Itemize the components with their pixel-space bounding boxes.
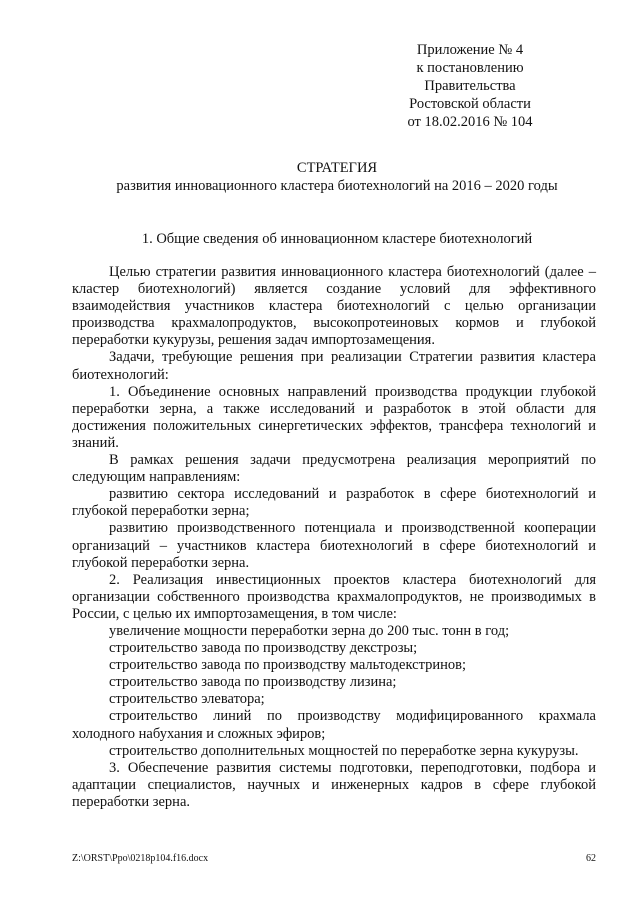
paragraph: строительство завода по производству декстрозы; bbox=[109, 640, 418, 657]
appendix-line: Приложение № 4 bbox=[416, 42, 524, 58]
paragraph: строительство линий по производству модифицированного крахмала холодного набухания и сложных эфиров; bbox=[72, 708, 596, 742]
paragraph: 2. Реализация инвестиционных проектов кластера биотехнологий для организации собственного производства крахмалопродуктов, не производимых в России, с целью их импортозамещения, в том числе: bbox=[72, 571, 596, 622]
footer-file-path: Z:\ORST\Ppo\0218p104.f16.docx bbox=[72, 853, 209, 864]
paragraph: увеличение мощности переработки зерна до 200 тыс. тонн в год; bbox=[109, 622, 510, 639]
page-number: 62 bbox=[586, 853, 596, 864]
appendix-line: Правительства bbox=[424, 78, 516, 94]
paragraph: В рамках решения задачи предусмотрена реализация мероприятий по следующим направлениям: bbox=[72, 452, 596, 486]
document-subtitle: развития инновационного кластера биотехнологий на 2016 – 2020 годы bbox=[116, 178, 558, 194]
paragraph: строительство дополнительных мощностей по переработке зерна кукурузы. bbox=[109, 742, 579, 759]
section-heading: 1. Общие сведения об инновационном кластере биотехнологий bbox=[141, 231, 533, 247]
paragraph: развитию производственного потенциала и производственной кооперации организаций – участников кластера биотехнологий в сфере биотехнологий и глубокой переработки зерна. bbox=[72, 520, 596, 571]
appendix-line: Ростовской области bbox=[409, 96, 531, 112]
paragraph: строительство завода по производству лизина; bbox=[109, 674, 397, 691]
paragraph: Целью стратегии развития инновационного кластера биотехнологий (далее – кластер биотехнологий) является создание условий для эффективного взаимодействия участников кластера биотехнологий с целью организации производства крахмалопродуктов, высокопротеиновых кормов и глубокой переработки кукурузы, решения задач импортозамещения. bbox=[72, 264, 596, 349]
paragraph: 1. Объединение основных направлений производства продукции глубокой переработки зерна, а также исследований и разработок в этой области для достижения положительных синергетических эффектов, трансфера технологий и знаний. bbox=[72, 383, 596, 451]
body-text bbox=[72, 264, 596, 811]
appendix-line: к постановлению bbox=[416, 60, 524, 76]
appendix-line: от 18.02.2016 № 104 bbox=[407, 114, 533, 130]
paragraph: Задачи, требующие решения при реализации Стратегии развития кластера биотехнологий: bbox=[72, 349, 596, 383]
paragraph: строительство завода по производству мальтодекстринов; bbox=[109, 657, 466, 674]
document-title: СТРАТЕГИЯ bbox=[296, 160, 378, 176]
appendix-block bbox=[370, 41, 570, 131]
paragraph: развитию сектора исследований и разработок в сфере биотехнологий и глубокой переработки зерна; bbox=[72, 486, 596, 520]
paragraph: 3. Обеспечение развития системы подготовки, переподготовки, подбора и адаптации специалистов, научных и инженерных кадров в сфере глубокой переработки зерна. bbox=[72, 759, 596, 810]
paragraph: строительство элеватора; bbox=[109, 691, 265, 708]
